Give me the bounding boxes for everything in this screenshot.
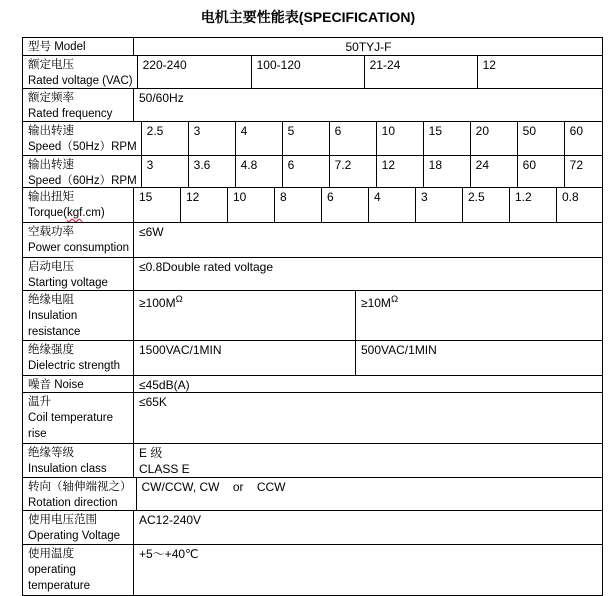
- starting-voltage-value: ≤0.8Double rated voltage: [139, 260, 274, 274]
- speed-cell: 60: [518, 156, 565, 187]
- label-line: Rated voltage (VAC): [28, 75, 133, 87]
- operating-voltage-value: AC12-240V: [139, 513, 202, 527]
- row-label-model: [23, 38, 134, 55]
- torque-misspelled-word: kgf: [67, 207, 83, 219]
- table-row-model: [23, 38, 602, 56]
- label-line: 启动电压: [28, 261, 74, 273]
- label-line: Dielectric strength: [28, 360, 121, 372]
- torque-cell: 12: [181, 188, 228, 222]
- row-label-insulation-resistance: [23, 291, 134, 340]
- label-line: Rotation direction: [28, 497, 118, 509]
- table-row-noise: [23, 376, 602, 393]
- torque-cell: 0.8: [562, 190, 579, 204]
- table-row-insulation-resistance: [23, 291, 602, 341]
- torque-cell: 10: [228, 188, 275, 222]
- speed-cell: 15: [424, 122, 471, 155]
- table-row-rotation-direction: [23, 478, 602, 511]
- voltage-cell: 21-24: [365, 56, 478, 88]
- label-line: Insulation class: [28, 463, 107, 475]
- label-line: Insulation: [28, 310, 78, 322]
- label-line: Coil temperature: [28, 412, 114, 424]
- speed-cell: 60: [569, 124, 584, 138]
- label-line: 型号 Model: [28, 41, 86, 53]
- label-line: 温升: [28, 396, 51, 408]
- label-line: 噪音 Noise: [28, 379, 84, 391]
- row-label-rotation-direction: [23, 478, 137, 510]
- label-line: 输出扭矩: [28, 191, 74, 203]
- resistance-value: ≥100M: [139, 296, 176, 310]
- insulation-resistance-cell: [134, 291, 356, 340]
- table-row-operating-voltage: [23, 511, 602, 545]
- resistance-value: ≥10M: [361, 296, 391, 310]
- value-line: CLASS E: [139, 462, 190, 476]
- row-label-rated-voltage: [23, 56, 138, 88]
- torque-cell: 6: [322, 188, 369, 222]
- label-line: rise: [28, 428, 47, 440]
- label-line: temperature: [28, 580, 91, 592]
- label-line: 绝缘强度: [28, 344, 74, 356]
- row-label-speed-60hz: [23, 156, 142, 187]
- torque-cell: 15: [134, 188, 181, 222]
- row-label-operating-temperature: [23, 545, 134, 595]
- label-line: 输出转速: [28, 125, 74, 137]
- value-line: E 级: [139, 446, 163, 460]
- table-row-temperature-rise: [23, 393, 602, 444]
- page-title: 电机主要性能表(SPECIFICATION): [200, 9, 416, 25]
- torque-cell: 3: [416, 188, 463, 222]
- insulation-resistance-cell: [356, 291, 602, 340]
- label-line: Speed（60Hz）RPM: [28, 175, 137, 187]
- label-line: Rated frequency: [28, 108, 113, 120]
- torque-text: .cm): [82, 207, 105, 219]
- torque-cell: 8: [275, 188, 322, 222]
- row-label-dielectric-strength: [23, 341, 134, 375]
- table-row-rated-voltage: [23, 56, 602, 89]
- torque-cell: 1.2: [510, 188, 557, 222]
- label-line: resistance: [28, 326, 81, 338]
- table-row-power-consumption: [23, 223, 602, 258]
- speed-cell: 3: [189, 122, 236, 155]
- specification-table: [22, 37, 603, 596]
- dielectric-cell: 1500VAC/1MIN: [134, 341, 356, 375]
- label-line: 绝缘等级: [28, 447, 74, 459]
- ohm-symbol: Ω: [390, 294, 399, 305]
- torque-text: Torque(: [28, 207, 67, 219]
- label-line: 绝缘电阻: [28, 294, 74, 306]
- speed-cell: 4.8: [236, 156, 283, 187]
- label-line: operating: [28, 564, 76, 576]
- temperature-rise-value: ≤65K: [139, 395, 167, 409]
- label-line: Speed（50Hz）RPM: [28, 141, 137, 153]
- label-line: 额定频率: [28, 92, 74, 104]
- label-line: 输出转速: [28, 159, 74, 171]
- table-row-torque: [23, 188, 602, 223]
- ohm-symbol: Ω: [175, 294, 183, 305]
- power-value: ≤6W: [139, 225, 164, 239]
- row-label-operating-voltage: [23, 511, 134, 544]
- speed-cell: 72: [569, 158, 584, 172]
- table-row-operating-temperature: [23, 545, 602, 595]
- speed-cell: 24: [471, 156, 518, 187]
- speed-cell: 7.2: [330, 156, 377, 187]
- label-line-torque: [28, 205, 129, 221]
- row-label-speed-50hz: [23, 122, 142, 155]
- label-line: Starting voltage: [28, 277, 108, 289]
- table-row-starting-voltage: [23, 258, 602, 291]
- row-label-starting-voltage: [23, 258, 134, 290]
- label-line: 使用温度: [28, 548, 74, 560]
- table-row-insulation-class: [23, 444, 602, 478]
- row-label-insulation-class: [23, 444, 134, 477]
- table-row-dielectric-strength: [23, 341, 602, 376]
- label-line: 使用电压范围: [28, 514, 97, 526]
- speed-cell: 6: [283, 156, 330, 187]
- insulation-class-value: [134, 444, 602, 477]
- torque-cell: 4: [369, 188, 416, 222]
- speed-cell: 20: [471, 122, 518, 155]
- table-row-speed-50hz: [23, 122, 602, 156]
- speed-cell: 2.5: [142, 122, 189, 155]
- voltage-cell: 12: [482, 58, 496, 72]
- row-label-torque: [23, 188, 134, 222]
- speed-cell: 50: [518, 122, 565, 155]
- model-value: 50TYJ-F: [345, 40, 392, 54]
- row-label-noise: [23, 376, 134, 392]
- dielectric-cell: 500VAC/1MIN: [361, 343, 437, 357]
- table-row-speed-60hz: [23, 156, 602, 188]
- label-line: 空载功率: [28, 226, 74, 238]
- row-label-rated-frequency: [23, 89, 134, 121]
- table-row-rated-frequency: [23, 89, 602, 122]
- speed-cell: 10: [377, 122, 424, 155]
- voltage-cell: 220-240: [138, 56, 252, 88]
- frequency-value: 50/60Hz: [139, 91, 184, 105]
- speed-cell: 12: [377, 156, 424, 187]
- rotation-direction-value: CW/CCW, CW or CCW: [141, 480, 286, 494]
- voltage-cell: 100-120: [252, 56, 365, 88]
- speed-cell: 6: [330, 122, 377, 155]
- speed-cell: 5: [283, 122, 330, 155]
- row-label-power-consumption: [23, 223, 134, 257]
- speed-cell: 3.6: [189, 156, 236, 187]
- label-line: 额定电压: [28, 59, 74, 71]
- speed-cell: 3: [142, 156, 189, 187]
- row-label-temperature-rise: [23, 393, 134, 443]
- label-line: 转向（轴伸端视之）: [28, 481, 132, 493]
- speed-cell: 4: [236, 122, 283, 155]
- noise-value: ≤45dB(A): [139, 378, 190, 392]
- label-line: Power consumption: [28, 242, 129, 254]
- speed-cell: 18: [424, 156, 471, 187]
- torque-cell: 2.5: [463, 188, 510, 222]
- operating-temperature-value: +5～+40℃: [139, 547, 199, 561]
- label-line: Operating Voltage: [28, 530, 121, 542]
